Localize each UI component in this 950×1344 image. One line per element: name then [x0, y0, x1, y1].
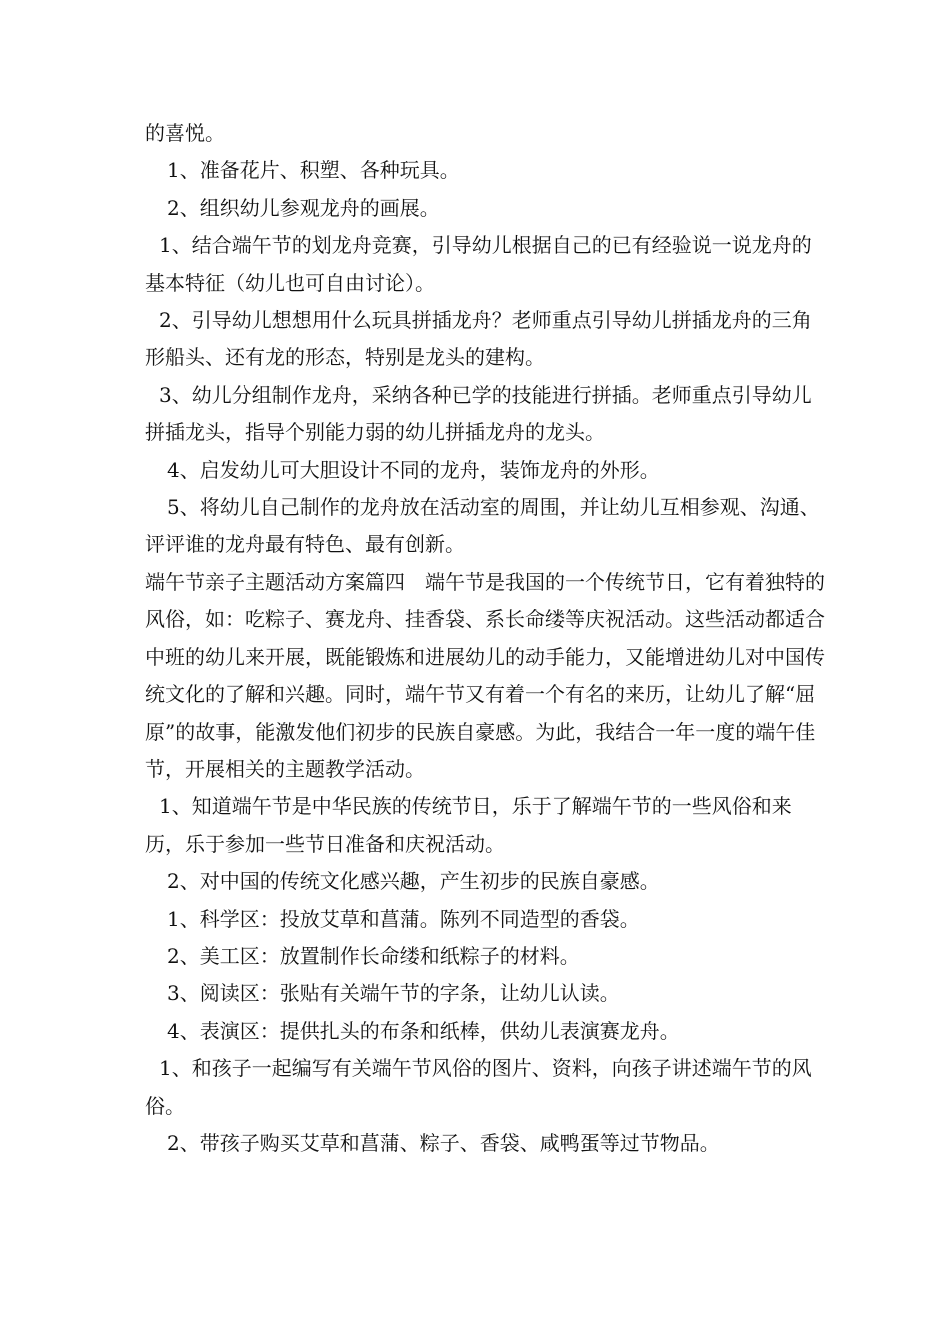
document-body [145, 115, 825, 1162]
list-item: 2、对中国的传统文化感兴趣，产生初步的民族自豪感。 [167, 869, 660, 894]
list-item: 2、引导幼儿想想用什么玩具拼插龙舟？老师重点引导幼儿拼插龙舟的三角形船头、还有龙的形态，特别是龙头的建构。 [145, 308, 812, 370]
list-item: 1、和孩子一起编写有关端午节风俗的图片、资料，向孩子讲述端午节的风俗。 [145, 1056, 812, 1118]
list-item: 2、组织幼儿参观龙舟的画展。 [167, 195, 440, 220]
list-item: 5、将幼儿自己制作的龙舟放在活动室的周围，并让幼儿互相参观、沟通、评评谁的龙舟最有特色、最有创新。 [145, 495, 820, 557]
list-item: 1、科学区：投放艾草和菖蒲。陈列不同造型的香袋。 [167, 906, 640, 931]
list-item: 1、知道端午节是中华民族的传统节日，乐于了解端午节的一些风俗和来历，乐于参加一些节日准备和庆祝活动。 [145, 794, 792, 856]
section-paragraph: 端午节亲子主题活动方案篇四 端午节是我国的一个传统节日，它有着独特的风俗，如：吃粽子、赛龙舟、挂香袋、系长命缕等庆祝活动。这些活动都适合中班的幼儿来开展，既能锻炼和进展幼儿的动手能力，又能增进幼儿对中国传统文化的了解和兴趣。同时，端午节又有着一个有名的来历，让幼儿了解“屈原”的故事，能激发他们初步的民族自豪感。为此，我结合一年一度的端午佳节，开展相关的主题教学活动。 [145, 569, 825, 781]
paragraph: 的喜悦。 [145, 121, 225, 145]
list-item: 3、阅读区：张贴有关端午节的字条，让幼儿认读。 [167, 981, 620, 1006]
list-item: 4、表演区：提供扎头的布条和纸棒，供幼儿表演赛龙舟。 [167, 1018, 680, 1043]
list-item: 1、准备花片、积塑、各种玩具。 [167, 158, 460, 183]
list-item: 2、带孩子购买艾草和菖蒲、粽子、香袋、咸鸭蛋等过节物品。 [167, 1130, 720, 1155]
list-item: 2、美工区：放置制作长命缕和纸粽子的材料。 [167, 943, 580, 968]
list-item: 3、幼儿分组制作龙舟，采纳各种已学的技能进行拼插。老师重点引导幼儿拼插龙头，指导个别能力弱的幼儿拼插龙舟的龙头。 [145, 382, 812, 445]
list-item: 4、启发幼儿可大胆设计不同的龙舟，装饰龙舟的外形。 [167, 457, 660, 482]
list-item: 1、结合端午节的划龙舟竞赛，引导幼儿根据自己的已有经验说一说龙舟的基本特征（幼儿也可自由讨论）。 [145, 233, 812, 295]
